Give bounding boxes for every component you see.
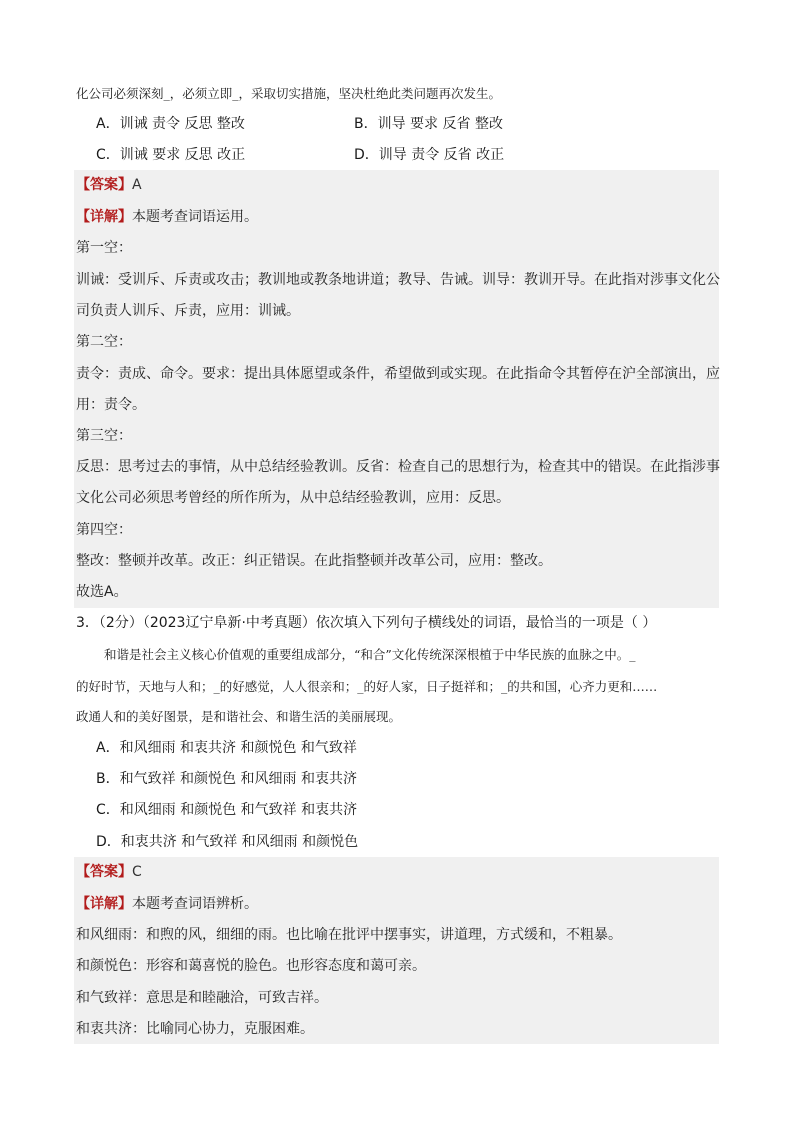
blank4-label: 第四空： xyxy=(76,522,132,538)
blank2-text-2: 用：责令。 xyxy=(76,397,146,413)
q2-conclusion: 故选A。 xyxy=(76,584,128,600)
q3-header: 3．（2分）（2023辽宁阜新·中考真题）依次填入下列句子横线处的词语，最恰当的一项是（ ） xyxy=(76,615,657,631)
q2-option-c: C．训诫 要求 反思 改正 xyxy=(96,147,246,163)
blank2-text-1: 责令：责成、命令。要求：提出具体愿望或条件，希望做到或实现。在此指命令其暂停在沪全部演出，应 xyxy=(76,366,720,382)
q2-option-b: B．训导 要求 反省 整改 xyxy=(354,116,503,132)
q3-option-d: D．和衷共济 和气致祥 和风细雨 和颜悦色 xyxy=(96,834,359,850)
q3-detail-2: 和颜悦色：形容和蔼喜悦的脸色。也形容态度和蔼可亲。 xyxy=(76,958,426,974)
q3-option-b: B．和气致祥 和颜悦色 和风细雨 和衷共济 xyxy=(96,771,357,787)
q3-passage-1: 和谐是社会主义核心价值观的重要组成部分，“和合”文化传统深深根植于中华民族的血脉之中。_ xyxy=(104,647,636,662)
blank2-label: 第二空： xyxy=(76,334,132,350)
q2-answer-line xyxy=(76,175,142,195)
q3-option-a: A．和风细雨 和衷共济 和颜悦色 和气致祥 xyxy=(96,740,357,756)
answer-tag: 【答案】 xyxy=(76,177,132,193)
q2-detail-line xyxy=(76,207,258,227)
q3-option-c: C．和风细雨 和颜悦色 和气致祥 和衷共济 xyxy=(96,802,358,818)
blank1-label: 第一空： xyxy=(76,240,132,256)
q3-passage-2: 的好时节，天地与人和；_的好感觉，人人很亲和；_的好人家，日子挺祥和；_的共和国，心齐力更和…… xyxy=(76,679,658,694)
answer-value: A xyxy=(132,177,142,193)
blank1-text-1: 训诫：受训斥、斥责或攻击；教训地或教条地讲道；教导、告诫。训导：教训开导。在此指对涉事文化公 xyxy=(76,272,720,288)
detail-intro: 本题考查词语辨析。 xyxy=(132,896,258,912)
q3-detail-3: 和气致祥：意思是和睦融洽，可致吉祥。 xyxy=(76,990,328,1006)
detail-tag: 【详解】 xyxy=(76,209,132,225)
blank1-text-2: 司负责人训斥、斥责，应用：训诫。 xyxy=(76,303,300,319)
blank3-label: 第三空： xyxy=(76,428,132,444)
blank3-text-2: 文化公司必须思考曾经的所作所为，从中总结经验教训，应用：反思。 xyxy=(76,490,510,506)
detail-intro: 本题考查词语运用。 xyxy=(132,209,258,225)
q2-option-a: A．训诫 责令 反思 整改 xyxy=(96,116,245,132)
detail-tag: 【详解】 xyxy=(76,896,132,912)
q2-answer-panel xyxy=(74,170,719,608)
q3-detail-line xyxy=(76,894,258,914)
q2-stem-tail: 化公司必须深刻_，必须立即_，采取切实措施，坚决杜绝此类问题再次发生。 xyxy=(76,86,502,101)
blank4-text: 整改：整顿并改革。改正：纠正错误。在此指整顿并改革公司，应用：整改。 xyxy=(76,553,552,569)
q3-answer-line xyxy=(76,862,142,882)
q3-detail-1: 和风细雨：和煦的风，细细的雨。也比喻在批评中摆事实，讲道理，方式缓和，不粗暴。 xyxy=(76,927,622,943)
answer-value: C xyxy=(132,864,142,880)
q3-detail-4: 和衷共济：比喻同心协力，克服困难。 xyxy=(76,1021,314,1037)
q2-option-d: D．训导 责令 反省 改正 xyxy=(354,147,505,163)
answer-tag: 【答案】 xyxy=(76,864,132,880)
q3-answer-panel xyxy=(74,857,719,1044)
q3-passage-3: 政通人和的美好图景，是和谐社会、和谐生活的美丽展现。 xyxy=(76,709,402,724)
blank3-text-1: 反思：思考过去的事情，从中总结经验教训。反省：检查自己的思想行为，检查其中的错误。在此指涉事 xyxy=(76,459,720,475)
